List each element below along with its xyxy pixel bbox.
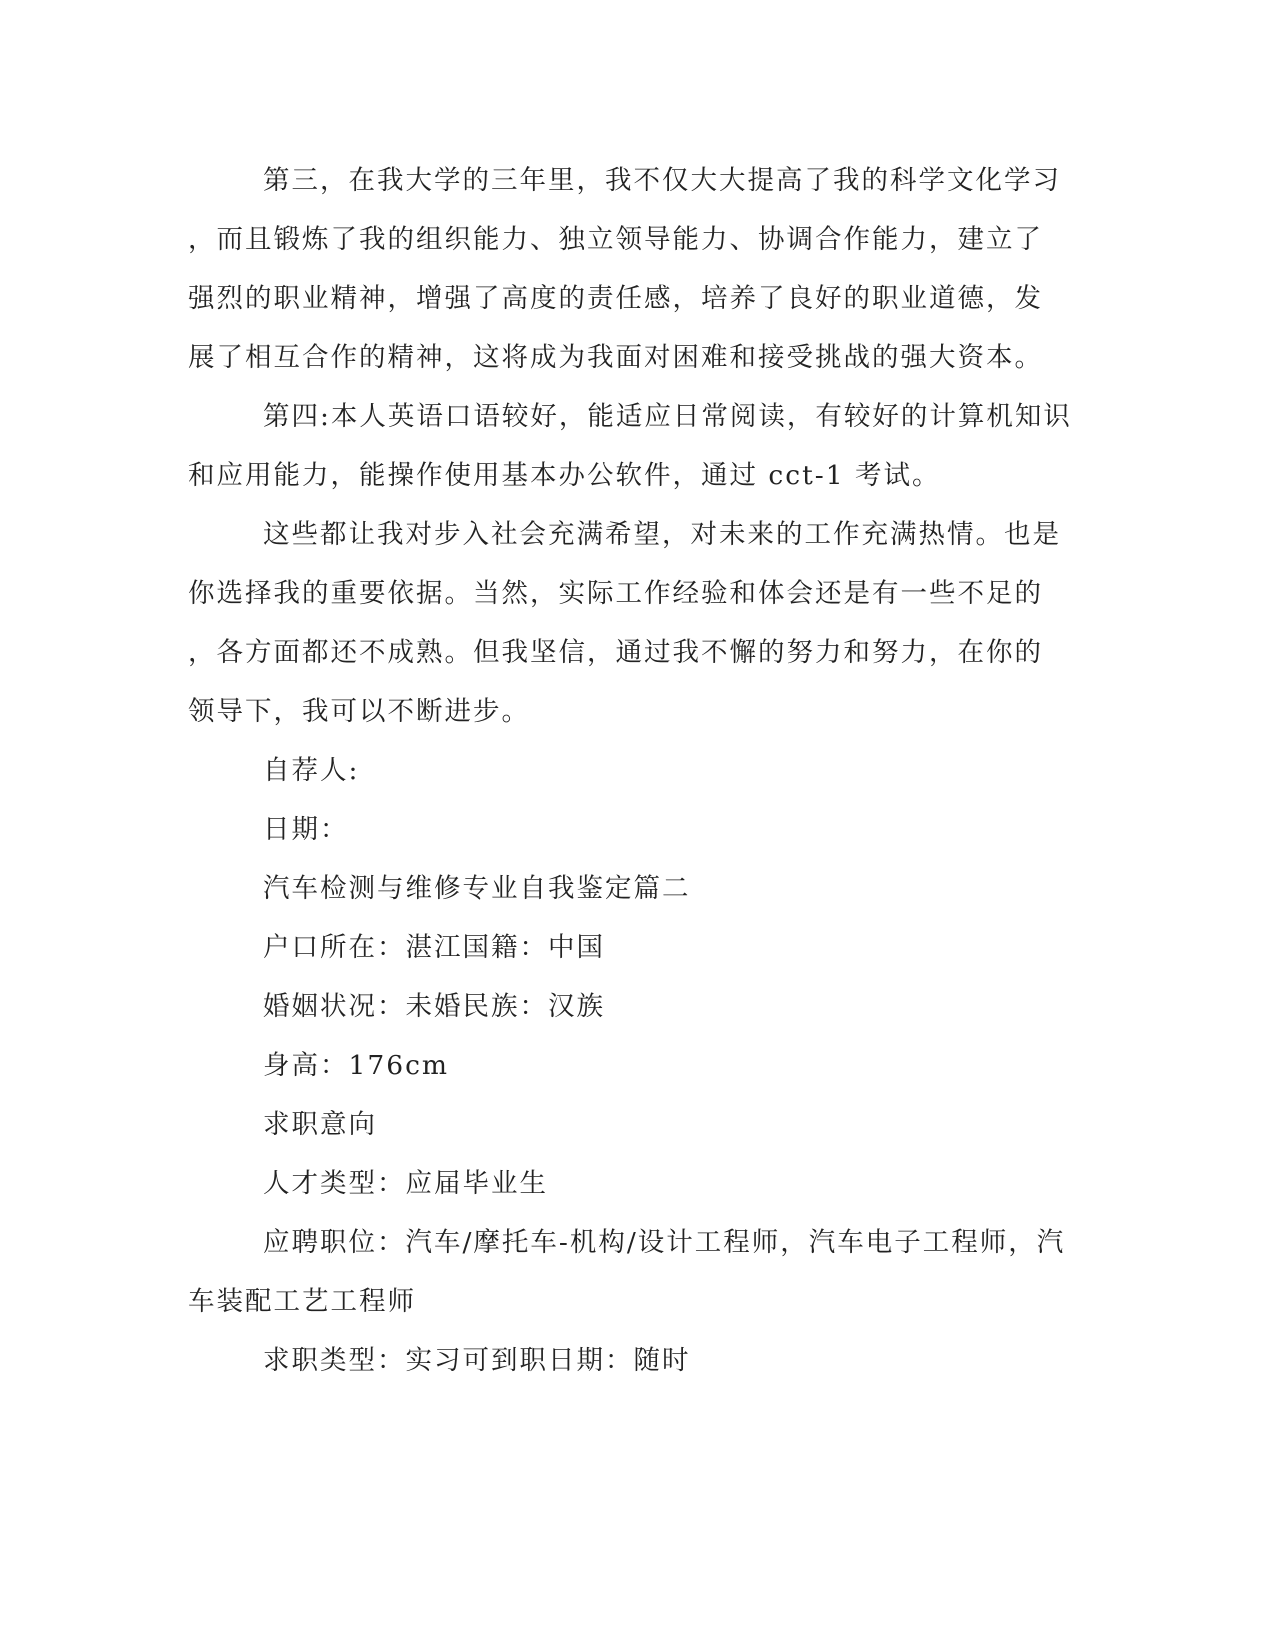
- paragraph-4-line-1: 第四:本人英语口语较好，能适应日常阅读，有较好的计算机知识: [263, 401, 1072, 432]
- signature-label: 自荐人:: [263, 755, 360, 786]
- job-type-line: 求职类型：实习可到职日期：随时: [263, 1345, 691, 1376]
- talent-type-line: 人才类型：应届毕业生: [263, 1168, 548, 1199]
- paragraph-3-line-1: 第三，在我大学的三年里，我不仅大大提高了我的科学文化学习: [263, 165, 1061, 196]
- date-label: 日期：: [263, 814, 349, 845]
- applied-position-line-2: 车装配工艺工程师: [188, 1286, 416, 1317]
- hukou-line: 户口所在：湛江国籍：中国: [263, 932, 605, 963]
- paragraph-4-line-2: 和应用能力，能操作使用基本办公软件，通过 cct-1 考试。: [188, 460, 941, 491]
- applied-position-line-1: 应聘职位：汽车/摩托车-机构/设计工程师，汽车电子工程师，汽: [263, 1227, 1066, 1258]
- closing-paragraph-line-2: 你选择我的重要依据。当然，实际工作经验和体会还是有一些不足的: [188, 578, 1043, 609]
- marital-status-line: 婚姻状况：未婚民族：汉族: [263, 991, 605, 1022]
- job-intention-heading: 求职意向: [263, 1109, 377, 1140]
- paragraph-3-line-4: 展了相互合作的精神，这将成为我面对困难和接受挑战的强大资本。: [188, 342, 1043, 373]
- closing-paragraph-line-3: ，各方面都还不成熟。但我坚信，通过我不懈的努力和努力，在你的: [188, 637, 1043, 668]
- closing-paragraph-line-1: 这些都让我对步入社会充满希望，对未来的工作充满热情。也是: [263, 519, 1061, 550]
- section-heading: 汽车检测与维修专业自我鉴定篇二: [263, 873, 691, 904]
- closing-paragraph-line-4: 领导下，我可以不断进步。: [188, 696, 530, 727]
- height-line: 身高：176cm: [263, 1050, 450, 1081]
- paragraph-3-line-3: 强烈的职业精神，增强了高度的责任感，培养了良好的职业道德，发: [188, 283, 1043, 314]
- paragraph-3-line-2: ，而且锻炼了我的组织能力、独立领导能力、协调合作能力，建立了: [188, 224, 1043, 255]
